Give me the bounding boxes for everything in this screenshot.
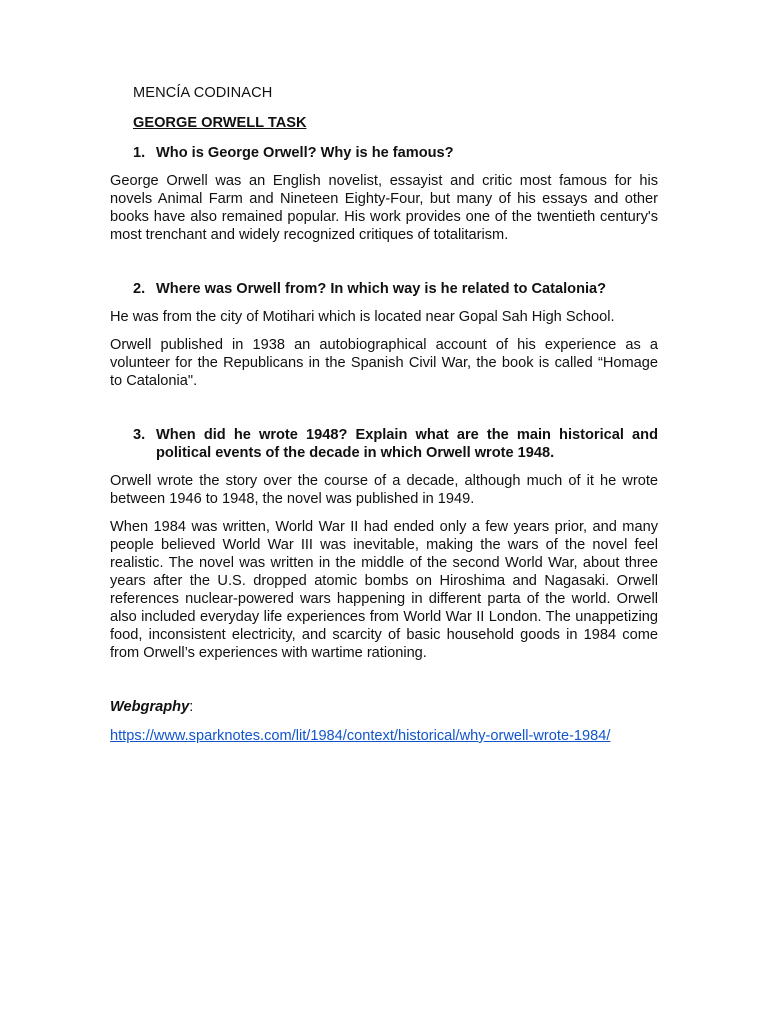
answer-3-paragraph-1: Orwell wrote the story over the course of a decade, although much of it he wrote between 1946 to 1948, the novel was published in 1949. [110,473,658,507]
webgraphy-colon: : [189,699,194,715]
question-2-text: Where was Orwell from? In which way is he related to Catalonia? [156,281,607,297]
question-3-text: When did he wrote 1948? Explain what are the main historical and political events of the decade in which Orwell wrote 1948. [156,427,658,461]
question-3 [133,426,658,462]
question-1-text: Who is George Orwell? Why is he famous? [156,145,454,161]
question-1-number: 1. [133,145,146,161]
document-page [110,84,658,745]
question-2 [133,280,658,298]
author-name: MENCÍA CODINACH [133,85,273,101]
task-title: GEORGE ORWELL TASK [133,115,307,131]
question-3-number: 3. [133,427,146,443]
question-1 [133,144,658,162]
question-2-number: 2. [133,281,146,297]
answer-1-paragraph-1: George Orwell was an English novelist, essayist and critic most famous for his novels Animal Farm and Nineteen Eighty-Four, but many of his essays and other books have also remained popular. His work provides one of the twentieth century's most trenchant and widely recognized critiques of totalitarism. [110,173,658,243]
webgraphy-heading [110,698,658,716]
webgraphy-link[interactable]: https://www.sparknotes.com/lit/1984/context/historical/why-orwell-wrote-1984/ [110,728,611,744]
webgraphy-label: Webgraphy [110,699,190,715]
answer-3-paragraph-2: When 1984 was written, World War II had ended only a few years prior, and many people believed World War III was inevitable, making the wars of the novel feel realistic. The novel was written in the middle of the second World War, about three years after the U.S. dropped atomic bombs on Hiroshima and Nagasaki. Orwell references nuclear-powered wars happening in different parta of the world. Orwell also included everyday life experiences from World War II London. The unappetizing food, inconsistent electricity, and scarcity of basic household goods in 1984 come from Orwell’s experiences with wartime rationing. [110,519,658,661]
answer-2-paragraph-2: Orwell published in 1938 an autobiographical account of his experience as a volunteer for the Republicans in the Spanish Civil War, the book is called “Homage to Catalonia". [110,337,658,389]
answer-2-paragraph-1: He was from the city of Motihari which is located near Gopal Sah High School. [110,309,615,325]
